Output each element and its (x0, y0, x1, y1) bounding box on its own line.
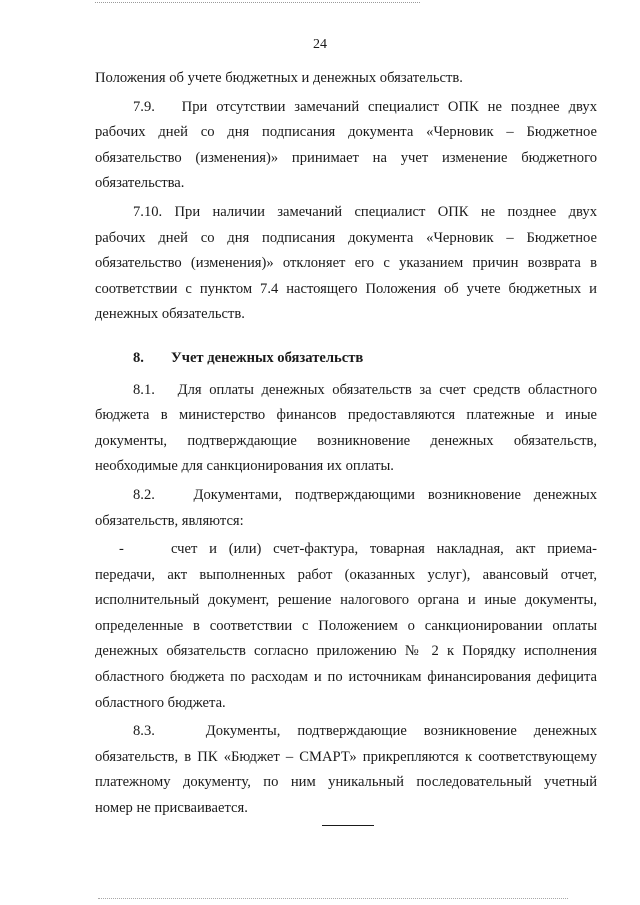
text-line: 7.9. При отсутствии замечаний специалист ОПК не позднее двух (133, 98, 597, 115)
text-line: 8.3. Документы, подтверждающие возникновение денежных (133, 723, 597, 740)
text-line: номер не присваивается. (95, 800, 248, 817)
text-line: необходимые для санкционирования их оплаты. (95, 458, 394, 475)
dash-list-item (95, 537, 597, 716)
text-line: определенные в соответствии с Положением о санкционировании оплаты (95, 617, 597, 634)
section-heading-8 (95, 346, 597, 372)
text-line: денежных обязательств согласно приложению № 2 к Порядку исполнения (95, 643, 597, 660)
text-line: рабочих дней со дня подписания документа «Черновик – Бюджетное (95, 229, 597, 246)
text-line: областного бюджета. (95, 694, 226, 711)
section-number: 8. (133, 349, 144, 366)
document-body (95, 66, 597, 822)
paragraph-7-9 (95, 95, 597, 197)
text-line: денежных обязательств. (95, 306, 245, 323)
text-line: исполнительный документ, решение налогового органа и иные документы, (95, 592, 597, 609)
text-line: обязательств, в ПК «Бюджет – СМАРТ» прикрепляются к соответствующему (95, 748, 597, 765)
text-line: соответствии с пунктом 7.4 настоящего Положения об учете бюджетных и (95, 280, 597, 297)
text-line: Положения об учете бюджетных и денежных обязательств. (95, 70, 463, 86)
text-line: передачи, акт выполненных работ (оказанных услуг), авансовый отчет, (95, 566, 597, 583)
page-number: 24 (313, 37, 327, 52)
text-line: бюджета в министерство финансов предоставляются платежные и иные (95, 407, 597, 424)
paragraph-8-2 (95, 483, 597, 534)
paragraph-continuation (95, 66, 597, 92)
scan-artifact-bottom (98, 898, 568, 901)
paragraph-7-10 (95, 200, 597, 328)
end-of-text-rule (322, 825, 374, 826)
list-dash: - (119, 541, 124, 558)
text-line: платежному документу, по ним уникальный последовательный учетный (95, 774, 597, 791)
text-line: рабочих дней со дня подписания документа «Черновик – Бюджетное (95, 124, 597, 141)
paragraph-8-1 (95, 378, 597, 480)
text-line: обязательства. (95, 175, 185, 192)
text-line: документы, подтверждающие возникновение денежных обязательств, (95, 432, 597, 449)
text-line: областного бюджета по расходам и по источникам финансирования дефицита (95, 669, 597, 686)
text-line: обязательств, являются: (95, 512, 244, 529)
section-title: Учет денежных обязательств (171, 349, 364, 366)
text-line: обязательство (изменения)» отклоняет его с указанием причин возврата в (95, 255, 597, 272)
text-line: обязательство (изменения)» принимает на учет изменение бюджетного (95, 149, 597, 166)
text-line: счет и (или) счет-фактура, товарная накладная, акт приема- (171, 541, 597, 558)
text-line: 8.1. Для оплаты денежных обязательств за счет средств областного (133, 381, 597, 398)
paragraph-8-3 (95, 719, 597, 821)
scan-artifact-top (95, 2, 420, 5)
text-line: 8.2. Документами, подтверждающими возникновение денежных (133, 486, 597, 503)
text-line: 7.10. При наличии замечаний специалист ОПК не позднее двух (133, 203, 597, 220)
